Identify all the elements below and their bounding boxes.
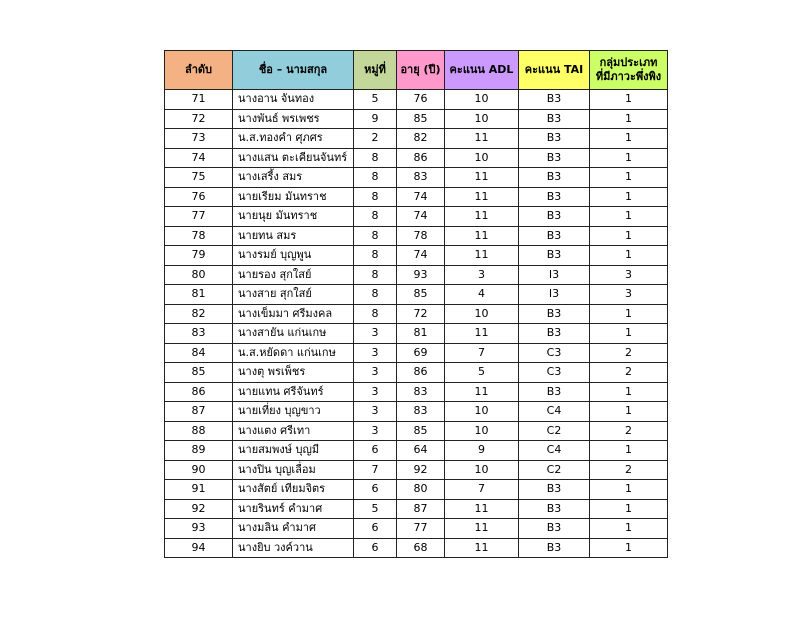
cell-dependency-group: 2 xyxy=(590,363,668,383)
cell-name: นายนุย มันทราช xyxy=(233,207,354,227)
cell-name: นางยิบ วงค์วาน xyxy=(233,538,354,558)
cell-tai: B3 xyxy=(519,480,590,500)
cell-name: นางเสรี้ง สมร xyxy=(233,168,354,188)
cell-age: 77 xyxy=(397,519,445,539)
cell-order: 80 xyxy=(165,265,233,285)
cell-adl: 11 xyxy=(445,538,519,558)
cell-adl: 11 xyxy=(445,187,519,207)
cell-village: 3 xyxy=(354,402,397,422)
header-row xyxy=(165,51,668,90)
cell-village: 8 xyxy=(354,148,397,168)
cell-name: นายแทน ศรีจันทร์ xyxy=(233,382,354,402)
cell-dependency-group: 1 xyxy=(590,226,668,246)
cell-tai: B3 xyxy=(519,187,590,207)
cell-dependency-group: 1 xyxy=(590,324,668,344)
cell-tai: B3 xyxy=(519,90,590,110)
col-header-name: ชื่อ – นามสกุล xyxy=(233,51,354,90)
cell-name: นายรอง สุกใสย์ xyxy=(233,265,354,285)
cell-village: 3 xyxy=(354,363,397,383)
cell-village: 6 xyxy=(354,480,397,500)
cell-village: 8 xyxy=(354,304,397,324)
cell-adl: 11 xyxy=(445,168,519,188)
cell-dependency-group: 3 xyxy=(590,265,668,285)
cell-adl: 11 xyxy=(445,382,519,402)
cell-adl: 11 xyxy=(445,519,519,539)
cell-village: 3 xyxy=(354,421,397,441)
cell-age: 86 xyxy=(397,363,445,383)
cell-age: 78 xyxy=(397,226,445,246)
cell-tai: C4 xyxy=(519,441,590,461)
cell-dependency-group: 1 xyxy=(590,402,668,422)
cell-adl: 10 xyxy=(445,402,519,422)
col-header-order: ลำดับ xyxy=(165,51,233,90)
cell-order: 87 xyxy=(165,402,233,422)
table-row xyxy=(165,441,668,461)
cell-tai: B3 xyxy=(519,246,590,266)
cell-tai: B3 xyxy=(519,538,590,558)
cell-tai: B3 xyxy=(519,324,590,344)
cell-tai: C4 xyxy=(519,402,590,422)
cell-adl: 11 xyxy=(445,246,519,266)
cell-name: น.ส.หยัดดา แก่นเกษ xyxy=(233,343,354,363)
cell-adl: 11 xyxy=(445,226,519,246)
cell-dependency-group: 3 xyxy=(590,285,668,305)
cell-adl: 4 xyxy=(445,285,519,305)
table-row xyxy=(165,90,668,110)
cell-tai: B3 xyxy=(519,382,590,402)
cell-age: 74 xyxy=(397,207,445,227)
cell-age: 64 xyxy=(397,441,445,461)
table-row xyxy=(165,109,668,129)
table-row xyxy=(165,285,668,305)
cell-order: 94 xyxy=(165,538,233,558)
cell-adl: 9 xyxy=(445,441,519,461)
cell-adl: 10 xyxy=(445,304,519,324)
cell-dependency-group: 1 xyxy=(590,187,668,207)
cell-village: 6 xyxy=(354,519,397,539)
cell-age: 81 xyxy=(397,324,445,344)
table-row xyxy=(165,343,668,363)
cell-village: 3 xyxy=(354,382,397,402)
cell-dependency-group: 2 xyxy=(590,460,668,480)
table-row xyxy=(165,499,668,519)
cell-dependency-group: 2 xyxy=(590,343,668,363)
cell-order: 75 xyxy=(165,168,233,188)
cell-adl: 3 xyxy=(445,265,519,285)
cell-adl: 11 xyxy=(445,324,519,344)
cell-dependency-group: 2 xyxy=(590,421,668,441)
table-row xyxy=(165,207,668,227)
table-row xyxy=(165,538,668,558)
cell-name: นายเรียม มันทราช xyxy=(233,187,354,207)
cell-age: 93 xyxy=(397,265,445,285)
cell-tai: B3 xyxy=(519,109,590,129)
table-row xyxy=(165,168,668,188)
cell-dependency-group: 1 xyxy=(590,168,668,188)
cell-tai: B3 xyxy=(519,129,590,149)
cell-age: 68 xyxy=(397,538,445,558)
table-body xyxy=(165,90,668,558)
cell-order: 79 xyxy=(165,246,233,266)
cell-age: 74 xyxy=(397,246,445,266)
cell-tai: B3 xyxy=(519,519,590,539)
cell-village: 6 xyxy=(354,538,397,558)
table-row xyxy=(165,148,668,168)
table-row xyxy=(165,363,668,383)
cell-order: 92 xyxy=(165,499,233,519)
cell-name: น.ส.ทองคำ ศุภศร xyxy=(233,129,354,149)
table-row xyxy=(165,382,668,402)
cell-tai: C2 xyxy=(519,460,590,480)
cell-age: 80 xyxy=(397,480,445,500)
cell-name: นางตุ พรเพ็ชร xyxy=(233,363,354,383)
cell-order: 86 xyxy=(165,382,233,402)
table-row xyxy=(165,246,668,266)
table-row xyxy=(165,460,668,480)
cell-tai: I3 xyxy=(519,285,590,305)
cell-age: 76 xyxy=(397,90,445,110)
cell-age: 83 xyxy=(397,402,445,422)
cell-adl: 7 xyxy=(445,343,519,363)
cell-dependency-group: 1 xyxy=(590,382,668,402)
cell-dependency-group: 1 xyxy=(590,90,668,110)
table-row xyxy=(165,480,668,500)
cell-village: 8 xyxy=(354,246,397,266)
cell-age: 83 xyxy=(397,382,445,402)
cell-name: นางสัตย์ เทียมจิตร xyxy=(233,480,354,500)
cell-dependency-group: 1 xyxy=(590,538,668,558)
cell-order: 72 xyxy=(165,109,233,129)
cell-village: 5 xyxy=(354,90,397,110)
cell-tai: B3 xyxy=(519,226,590,246)
cell-village: 3 xyxy=(354,324,397,344)
cell-dependency-group: 1 xyxy=(590,207,668,227)
cell-order: 93 xyxy=(165,519,233,539)
cell-age: 87 xyxy=(397,499,445,519)
cell-order: 73 xyxy=(165,129,233,149)
cell-dependency-group: 1 xyxy=(590,519,668,539)
cell-tai: C2 xyxy=(519,421,590,441)
col-header-age: อายุ (ปี) xyxy=(397,51,445,90)
table-row xyxy=(165,304,668,324)
cell-age: 74 xyxy=(397,187,445,207)
cell-tai: I3 xyxy=(519,265,590,285)
cell-village: 8 xyxy=(354,226,397,246)
cell-village: 8 xyxy=(354,265,397,285)
cell-tai: C3 xyxy=(519,343,590,363)
cell-dependency-group: 1 xyxy=(590,441,668,461)
cell-order: 91 xyxy=(165,480,233,500)
col-header-dependency-group: กลุ่มประเภท ที่มีภาวะพึ่งพิง xyxy=(590,51,668,90)
cell-dependency-group: 1 xyxy=(590,109,668,129)
cell-dependency-group: 1 xyxy=(590,129,668,149)
cell-order: 83 xyxy=(165,324,233,344)
cell-tai: B3 xyxy=(519,168,590,188)
cell-name: นางแสน ตะเคียนจันทร์ xyxy=(233,148,354,168)
cell-order: 76 xyxy=(165,187,233,207)
cell-village: 8 xyxy=(354,187,397,207)
cell-name: นางสาย สุกใสย์ xyxy=(233,285,354,305)
table-row xyxy=(165,421,668,441)
cell-name: นายเที่ยง บุญขาว xyxy=(233,402,354,422)
cell-age: 72 xyxy=(397,304,445,324)
cell-name: นายทน สมร xyxy=(233,226,354,246)
col-header-adl: คะแนน ADL xyxy=(445,51,519,90)
cell-adl: 11 xyxy=(445,207,519,227)
table-row xyxy=(165,324,668,344)
cell-order: 71 xyxy=(165,90,233,110)
cell-adl: 10 xyxy=(445,90,519,110)
cell-tai: C3 xyxy=(519,363,590,383)
cell-village: 6 xyxy=(354,441,397,461)
cell-village: 5 xyxy=(354,499,397,519)
cell-dependency-group: 1 xyxy=(590,246,668,266)
cell-adl: 5 xyxy=(445,363,519,383)
cell-name: นางปิน บุญเลื่อม xyxy=(233,460,354,480)
cell-order: 89 xyxy=(165,441,233,461)
cell-adl: 10 xyxy=(445,148,519,168)
cell-order: 82 xyxy=(165,304,233,324)
table-row xyxy=(165,265,668,285)
cell-age: 85 xyxy=(397,109,445,129)
table-row xyxy=(165,187,668,207)
cell-adl: 10 xyxy=(445,421,519,441)
cell-adl: 7 xyxy=(445,480,519,500)
cell-order: 90 xyxy=(165,460,233,480)
cell-order: 84 xyxy=(165,343,233,363)
cell-village: 7 xyxy=(354,460,397,480)
cell-age: 85 xyxy=(397,285,445,305)
cell-tai: B3 xyxy=(519,499,590,519)
cell-name: นายสมพงษ์ บุญมี xyxy=(233,441,354,461)
col-header-village: หมู่ที่ xyxy=(354,51,397,90)
cell-age: 83 xyxy=(397,168,445,188)
cell-adl: 11 xyxy=(445,129,519,149)
cell-order: 78 xyxy=(165,226,233,246)
cell-order: 88 xyxy=(165,421,233,441)
cell-village: 2 xyxy=(354,129,397,149)
cell-adl: 10 xyxy=(445,109,519,129)
cell-age: 82 xyxy=(397,129,445,149)
cell-adl: 10 xyxy=(445,460,519,480)
cell-village: 3 xyxy=(354,343,397,363)
cell-dependency-group: 1 xyxy=(590,499,668,519)
cell-village: 9 xyxy=(354,109,397,129)
cell-adl: 11 xyxy=(445,499,519,519)
cell-age: 69 xyxy=(397,343,445,363)
cell-age: 85 xyxy=(397,421,445,441)
cell-name: นางพันธ์ พรเพชร xyxy=(233,109,354,129)
cell-name: นางรมย์ บุญพูน xyxy=(233,246,354,266)
table-row xyxy=(165,226,668,246)
cell-name: นายรินทร์ คำมาศ xyxy=(233,499,354,519)
cell-tai: B3 xyxy=(519,148,590,168)
cell-order: 81 xyxy=(165,285,233,305)
cell-age: 86 xyxy=(397,148,445,168)
cell-name: นางแตง ศรีเทา xyxy=(233,421,354,441)
cell-name: นางมลิน คำมาศ xyxy=(233,519,354,539)
cell-village: 8 xyxy=(354,207,397,227)
cell-dependency-group: 1 xyxy=(590,480,668,500)
cell-order: 85 xyxy=(165,363,233,383)
cell-order: 77 xyxy=(165,207,233,227)
cell-name: นางสายัน แก่นเกษ xyxy=(233,324,354,344)
cell-village: 8 xyxy=(354,168,397,188)
cell-dependency-group: 1 xyxy=(590,148,668,168)
cell-dependency-group: 1 xyxy=(590,304,668,324)
table-row xyxy=(165,129,668,149)
cell-age: 92 xyxy=(397,460,445,480)
cell-village: 8 xyxy=(354,285,397,305)
table-row xyxy=(165,402,668,422)
col-header-tai: คะแนน TAI xyxy=(519,51,590,90)
cell-tai: B3 xyxy=(519,207,590,227)
cell-name: นางอาน จันทอง xyxy=(233,90,354,110)
cell-tai: B3 xyxy=(519,304,590,324)
table-row xyxy=(165,519,668,539)
cell-name: นางเข็มมา ศรีมงคล xyxy=(233,304,354,324)
elderly-dependency-table xyxy=(164,50,668,558)
cell-order: 74 xyxy=(165,148,233,168)
